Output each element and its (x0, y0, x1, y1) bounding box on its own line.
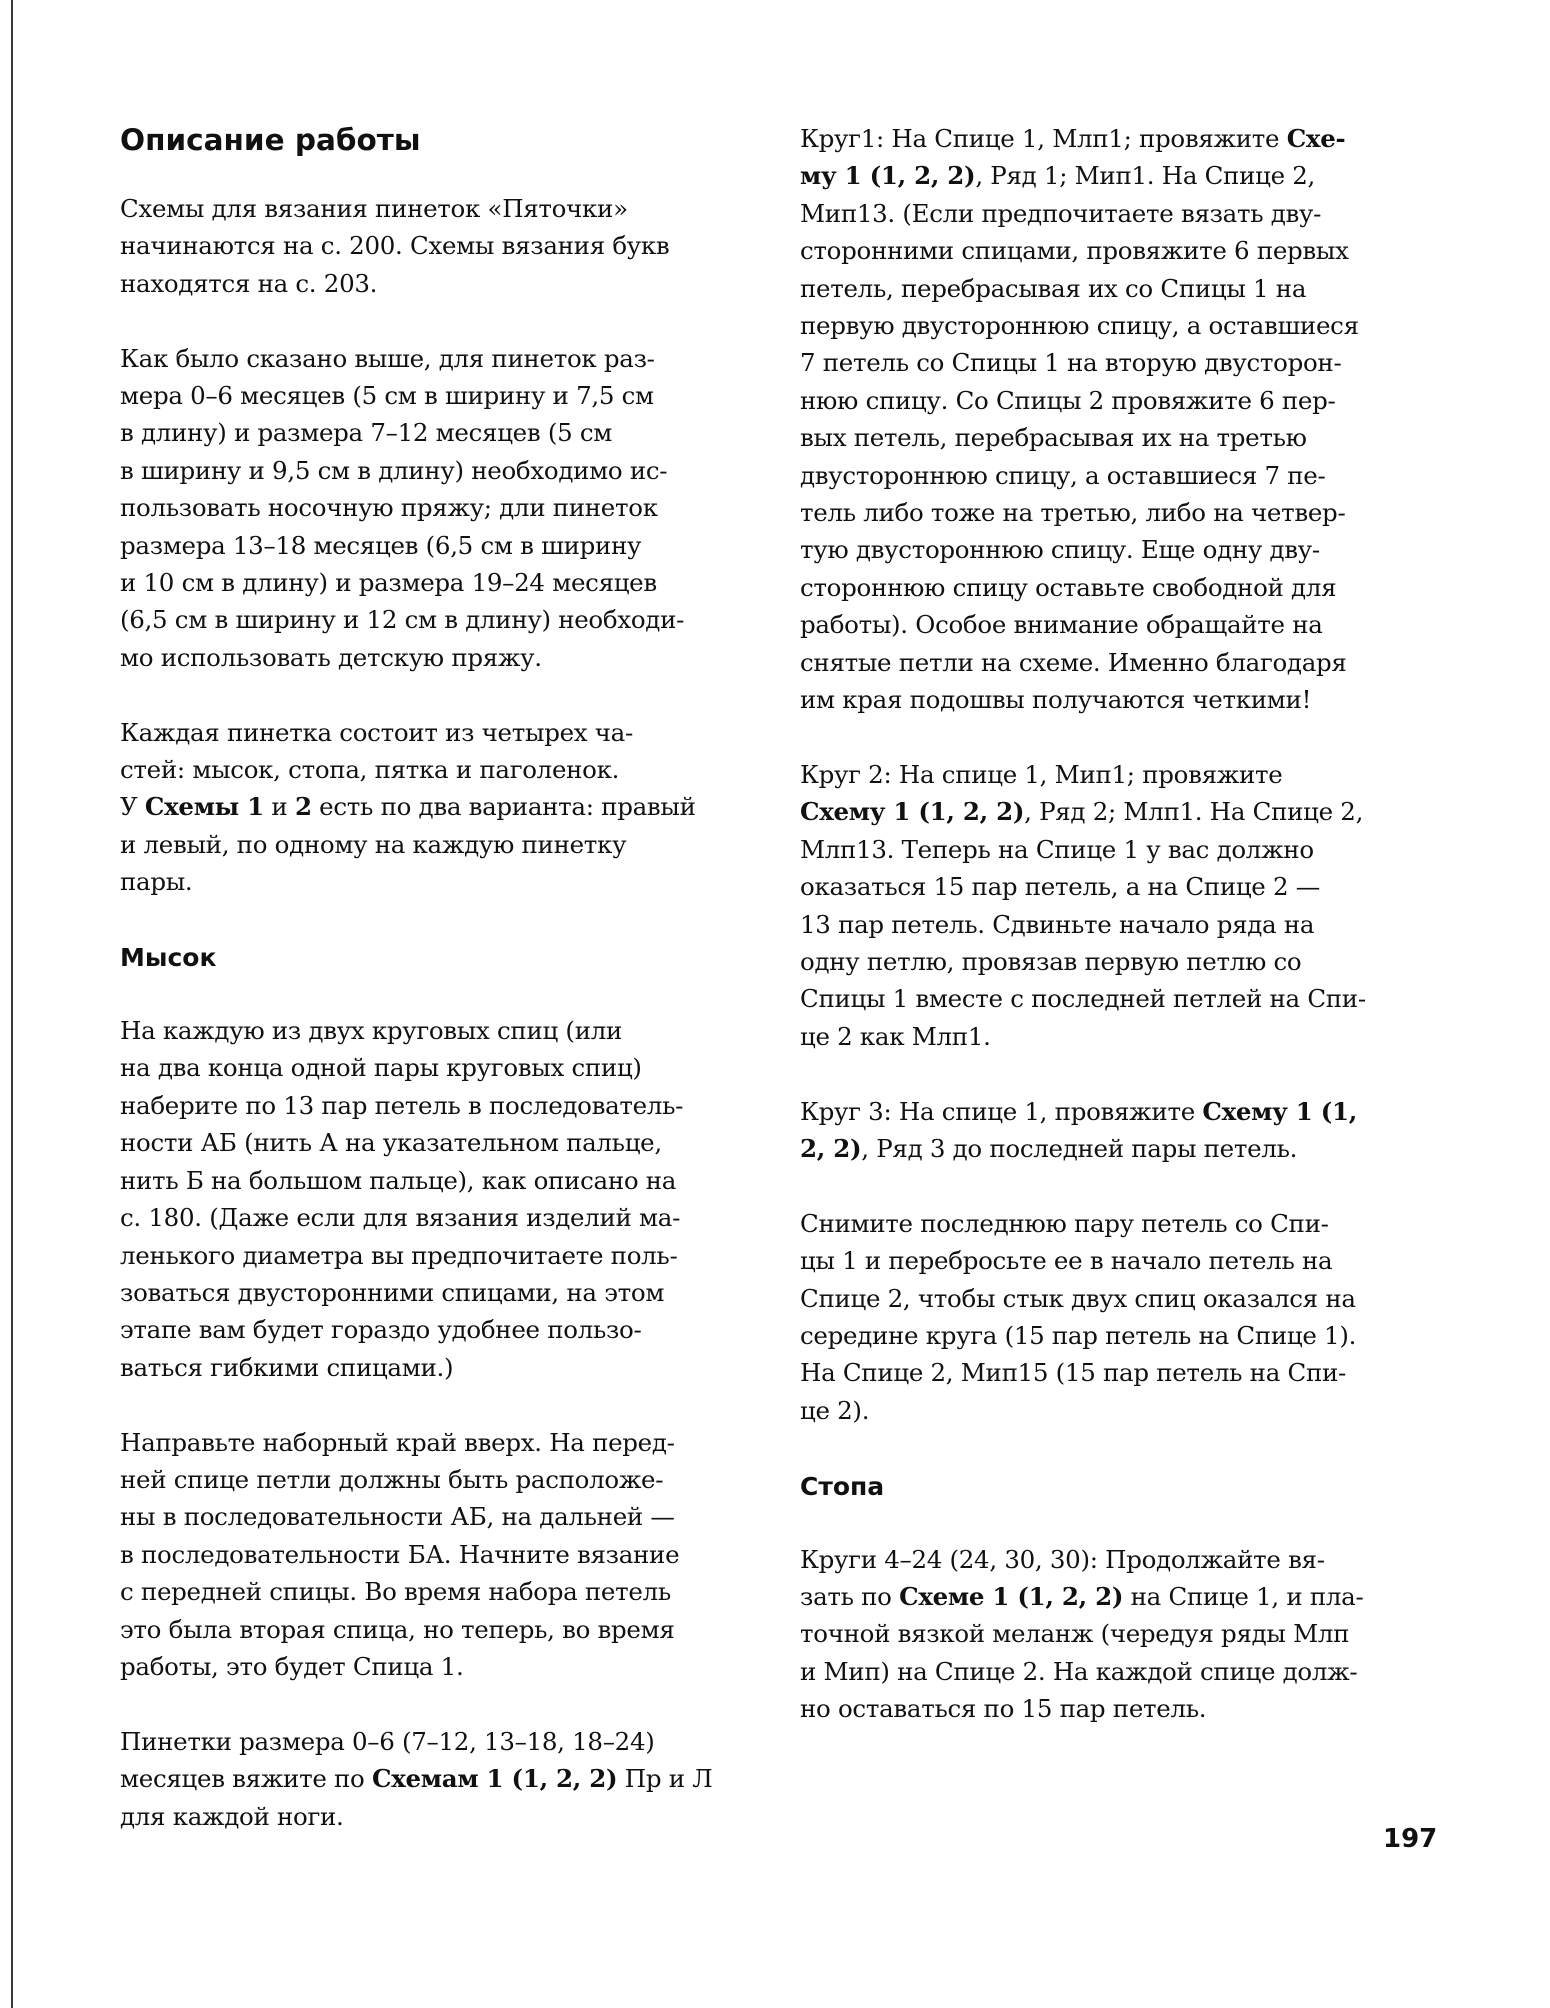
page-edge-line (11, 0, 13, 2008)
text-line: но оставаться по 15 пар петель. (800, 1694, 1207, 1724)
text-line: стороннюю спицу оставьте свободной для (800, 572, 1337, 602)
subsection-heading: Мысок (120, 943, 217, 973)
text-line: Мип13. (Если предпочитаете вязать дву- (800, 198, 1322, 228)
text-line: Пинетки размера 0–6 (7–12, 13–18, 18–24) (120, 1726, 655, 1756)
text-line: точной вязкой меланж (чередуя ряды Млп (800, 1619, 1350, 1649)
text-line: Спице 2, чтобы стык двух спиц оказался на (800, 1283, 1356, 1313)
text-line: мо использовать детскую пряжу. (120, 642, 542, 672)
paragraph (120, 190, 760, 302)
text-line: снятые петли на схеме. Именно благодаря (800, 647, 1347, 677)
subsection-heading: Стопа (800, 1471, 885, 1501)
text-line: му 1 (1, 2, 2), Ряд 1; Мип1. На Спице 2, (800, 161, 1316, 191)
text-line: наберите по 13 пар петель в последователь- (120, 1090, 684, 1120)
text-line: это была вторая спица, но теперь, во время (120, 1614, 675, 1644)
left-column (120, 120, 760, 1872)
paragraph (800, 1541, 1440, 1728)
text-line: тую двустороннюю спицу. Еще одну дву- (800, 535, 1320, 565)
text-line: петель, перебрасывая их со Спицы 1 на (800, 273, 1307, 303)
text-line: находятся на с. 203. (120, 268, 378, 298)
text-line: цы 1 и перебросьте ее в начало петель на (800, 1246, 1333, 1276)
text-line: Млп13. Теперь на Спице 1 у вас должно (800, 834, 1314, 864)
text-line: им края подошвы получаются четкими! (800, 685, 1312, 715)
text-line: середине круга (15 пар петель на Спице 1). (800, 1320, 1357, 1350)
text-line: месяцев вяжите по Схемам 1 (1, 2, 2) Пр и Л (120, 1764, 713, 1794)
text-line: ности АБ (нить А на указательном пальце, (120, 1128, 662, 1158)
text-line: работы). Особое внимание обращайте на (800, 610, 1323, 640)
text-line: начинаются на с. 200. Схемы вязания букв (120, 231, 670, 261)
text-line: нить Б на большом пальце), как описано на (120, 1165, 677, 1195)
text-line: и Мип) на Спице 2. На каждой спице долж- (800, 1656, 1358, 1686)
text-line: Направьте наборный край вверх. На перед- (120, 1427, 675, 1457)
text-line: Снимите последнюю пару петель со Спи- (800, 1208, 1329, 1238)
text-line: Схему 1 (1, 2, 2), Ряд 2; Млп1. На Спице 2, (800, 797, 1364, 827)
paragraph (800, 120, 1440, 719)
right-column (800, 120, 1440, 1765)
text-line: (6,5 см в ширину и 12 см в длину) необходи- (120, 605, 685, 635)
text-line: размера 13–18 месяцев (6,5 см в ширину (120, 530, 642, 560)
text-line: пользовать носочную пряжу; дли пинеток (120, 493, 658, 523)
text-line: двустороннюю спицу, а оставшиеся 7 пе- (800, 460, 1326, 490)
page-number: 197 (1383, 1824, 1438, 1854)
text-line: Спицы 1 вместе с последней петлей на Спи- (800, 984, 1366, 1014)
text-line: и левый, по одному на каждую пинетку (120, 829, 627, 859)
text-line: 2, 2), Ряд 3 до последней пары петель. (800, 1133, 1298, 1163)
text-line: Каждая пинетка состоит из четырех ча- (120, 717, 633, 747)
text-line: Как было сказано выше, для пинеток раз- (120, 343, 655, 373)
text-line: Схемы для вязания пинеток «Пяточки» (120, 194, 628, 223)
text-line: оказаться 15 пар петель, а на Спице 2 — (800, 872, 1320, 902)
text-line: У Схемы 1 и 2 есть по два варианта: правый (120, 792, 696, 822)
text-line: нюю спицу. Со Спицы 2 провяжите 6 пер- (800, 385, 1336, 415)
section-heading: Описание работы (120, 123, 421, 157)
text-line: ны в последовательности АБ, на дальней — (120, 1502, 675, 1532)
text-line: одну петлю, провязав первую петлю со (800, 946, 1302, 976)
text-line: в длину) и размера 7–12 месяцев (5 см (120, 418, 613, 448)
text-line: Круги 4–24 (24, 30, 30): Продолжайте вя- (800, 1544, 1325, 1574)
text-line: и 10 см в длину) и размера 19–24 месяцев (120, 568, 657, 598)
text-line: це 2 как Млп1. (800, 1021, 991, 1051)
text-line: для каждой ноги. (120, 1801, 344, 1831)
text-line: 13 пар петель. Сдвиньте начало ряда на (800, 909, 1315, 939)
text-line: ленького диаметра вы предпочитаете поль- (120, 1240, 678, 1270)
text-line: на два конца одной пары круговых спиц) (120, 1053, 642, 1083)
text-line: зоваться двусторонними спицами, на этом (120, 1277, 665, 1307)
text-line: Круг1: На Спице 1, Млп1; провяжите Схе- (800, 124, 1346, 153)
text-line: ваться гибкими спицами.) (120, 1352, 454, 1382)
text-line: этапе вам будет гораздо удобнее пользо- (120, 1315, 642, 1345)
text-line: 7 петель со Спицы 1 на вторую двусторон- (800, 348, 1342, 378)
text-line: На Спице 2, Мип15 (15 пар петель на Спи- (800, 1358, 1346, 1388)
text-line: первую двустороннюю спицу, а оставшиеся (800, 311, 1359, 341)
paragraph (800, 1205, 1440, 1429)
text-line: це 2). (800, 1395, 870, 1425)
text-line: тель либо тоже на третью, либо на четвер- (800, 498, 1346, 528)
paragraph (800, 1093, 1440, 1168)
paragraph (120, 1424, 760, 1686)
paragraph (120, 714, 760, 901)
text-line: в ширину и 9,5 см в длину) необходимо ис- (120, 455, 668, 485)
text-line: с. 180. (Даже если для вязания изделий ма- (120, 1203, 681, 1233)
text-line: ней спице петли должны быть расположе- (120, 1464, 664, 1494)
text-line: мера 0–6 месяцев (5 см в ширину и 7,5 см (120, 381, 654, 411)
text-line: в последовательности БА. Начните вязание (120, 1539, 680, 1569)
text-line: работы, это будет Спица 1. (120, 1651, 464, 1681)
paragraph (800, 756, 1440, 1055)
text-line: Круг 2: На спице 1, Мип1; провяжите (800, 759, 1283, 789)
text-line: стей: мысок, стопа, пятка и паголенок. (120, 755, 620, 785)
text-line: На каждую из двух круговых спиц (или (120, 1016, 623, 1046)
text-line: сторонними спицами, провяжите 6 первых (800, 236, 1349, 266)
text-line: вых петель, перебрасывая их на третью (800, 423, 1307, 453)
text-line: Круг 3: На спице 1, провяжите Схему 1 (1, (800, 1096, 1358, 1126)
paragraph (120, 340, 760, 677)
text-line: с передней спицы. Во время набора петель (120, 1577, 671, 1607)
text-line: зать по Схеме 1 (1, 2, 2) на Спице 1, и пла- (800, 1581, 1364, 1611)
paragraph (120, 1012, 760, 1386)
text-line: пары. (120, 867, 193, 897)
paragraph (120, 1723, 760, 1835)
